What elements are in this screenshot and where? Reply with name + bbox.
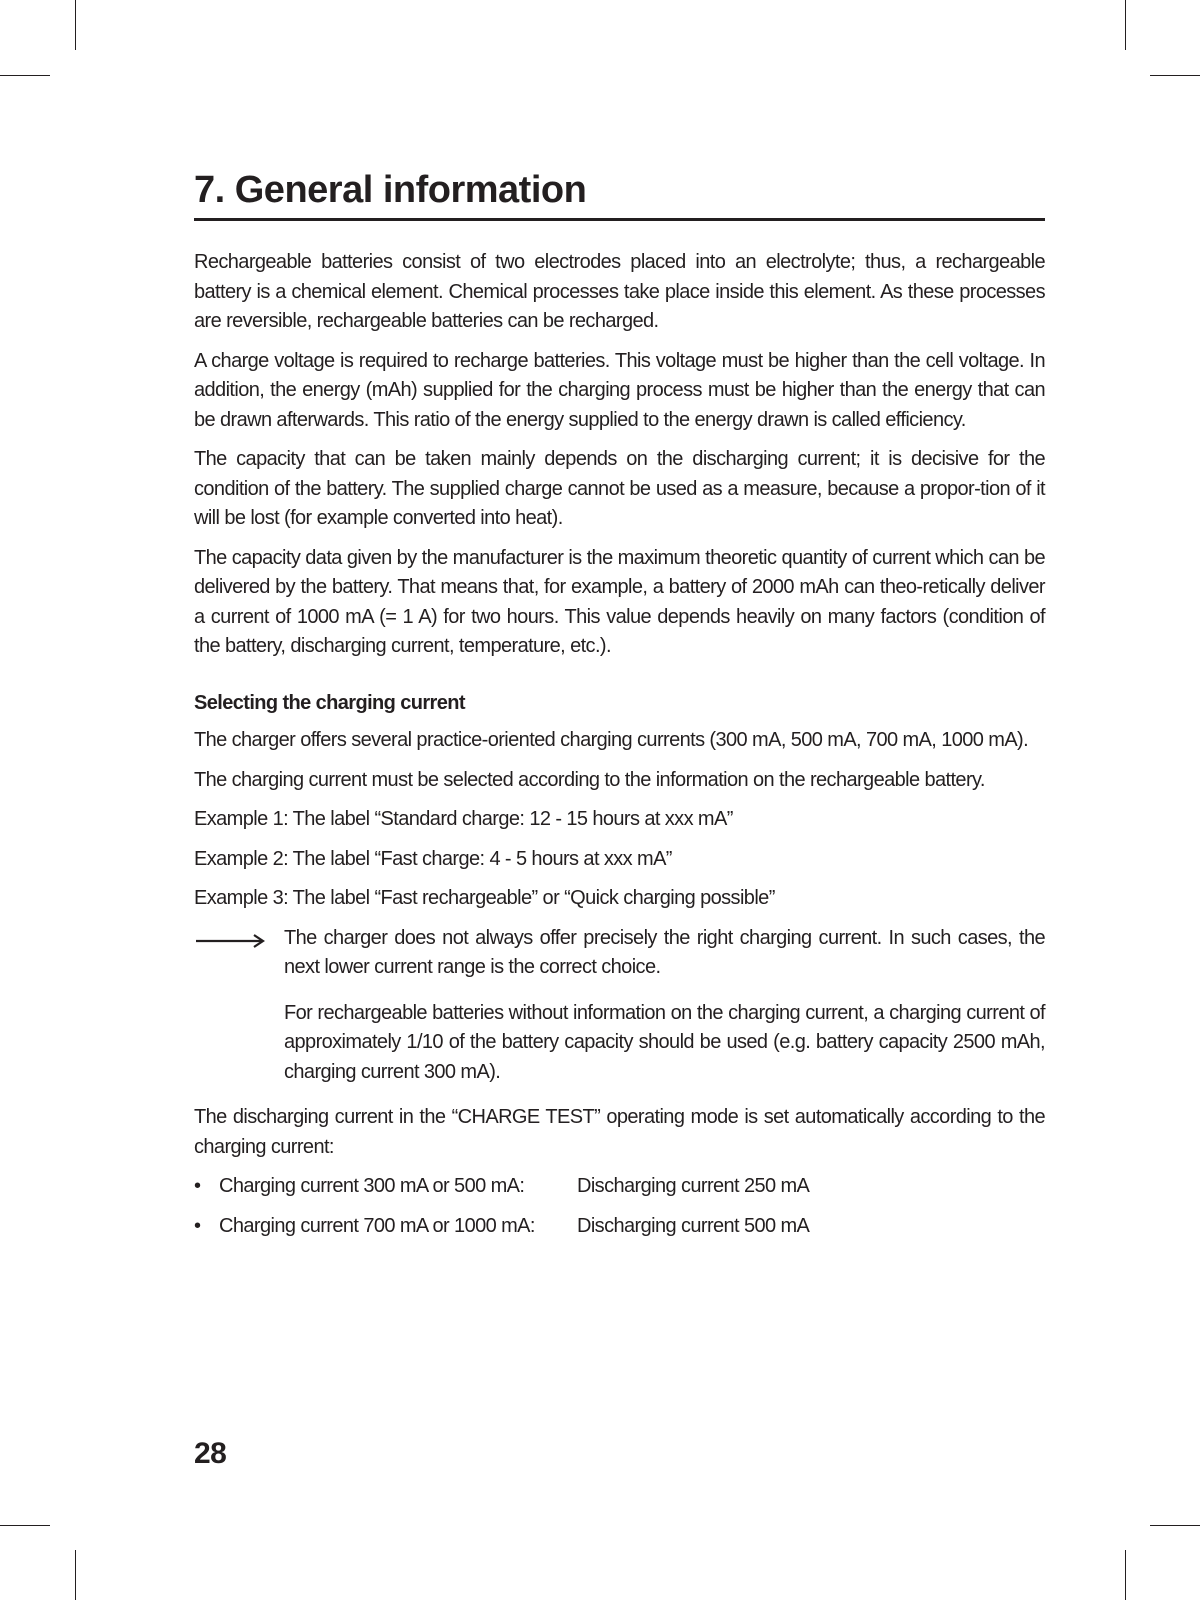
charge-current: Charging current 300 mA or 500 mA: [219, 1175, 525, 1197]
crop-mark [0, 75, 50, 76]
paragraph: The discharging current in the “CHARGE TEST” operating mode is set automatically according to the charging current: [194, 1106, 1045, 1158]
subsection-title: Selecting the charging current [194, 691, 465, 714]
discharge-list [194, 1172, 1045, 1241]
note-paragraph: The charger does not always offer precisely the right charging current. In such cases, the next lower current range is the correct choice. [284, 926, 1045, 978]
crop-mark [75, 1550, 76, 1600]
example-line: Example 1: The label “Standard charge: 12 - 15 hours at xxx mA” [194, 808, 733, 830]
list-item [194, 1212, 1045, 1242]
title-divider [194, 218, 1045, 221]
paragraph: Rechargeable batteries consist of two electrodes placed into an electrolyte; thus, a rechargeable battery is a chemical element. Chemical processes take place inside this element. As these processes are reversible, rechargeable batteries can be recharged. [194, 251, 1045, 332]
crop-mark [1150, 1525, 1200, 1526]
discharge-current: Discharging current 500 mA [577, 1214, 810, 1237]
paragraph: The charging current must be selected according to the information on the rechargeable battery. [194, 768, 985, 791]
list-item [194, 1172, 1045, 1202]
discharge-current: Discharging current 250 mA [577, 1175, 810, 1197]
paragraph: The capacity that can be taken mainly depends on the discharging current; it is decisive for the condition of the battery. The supplied charge cannot be used as a measure, because a propor-tion of it will be lost (for example converted into heat). [194, 448, 1045, 529]
paragraph: A charge voltage is required to recharge batteries. This voltage must be higher than the cell voltage. In addition, the energy (mAh) supplied for the charging process must be higher than the energy that can be drawn afterwards. This ratio of the energy supplied to the energy drawn is called efficiency. [194, 349, 1045, 431]
note-paragraph: For rechargeable batteries without information on the charging current, a charging current of approximately 1/10 of the battery capacity should be used (e.g. battery capacity 2500 mAh, charging current 300 mA). [284, 1001, 1045, 1083]
crop-mark [1150, 75, 1200, 76]
crop-mark [1125, 1550, 1126, 1600]
page-number: 28 [194, 1437, 227, 1470]
crop-mark [75, 0, 76, 50]
note-block [194, 924, 1045, 1088]
bullet: • [194, 1175, 201, 1197]
paragraph: The capacity data given by the manufacturer is the maximum theoretic quantity of current which can be delivered by the battery. That means that, for example, a battery of 2000 mAh can theo-retically deliver a current of 1000 mA (= 1 A) for two hours. This value depends heavily on many factors (condition of the battery, discharging current, temperature, etc.). [194, 546, 1045, 657]
crop-mark [0, 1525, 50, 1526]
bullet: • [194, 1214, 201, 1237]
paragraph: The charger offers several practice-oriented charging currents (300 mA, 500 mA, 700 mA, 1000 mA). [194, 729, 1029, 751]
example-line: Example 3: The label “Fast rechargeable” or “Quick charging possible” [194, 887, 775, 909]
charge-current: Charging current 700 mA or 1000 mA: [219, 1214, 535, 1237]
crop-mark [1125, 0, 1126, 50]
body-text [194, 248, 1045, 1251]
section-title: 7. General information [194, 169, 587, 211]
example-line: Example 2: The label “Fast charge: 4 - 5 hours at xxx mA” [194, 847, 672, 870]
arrow-right-icon [196, 934, 266, 948]
